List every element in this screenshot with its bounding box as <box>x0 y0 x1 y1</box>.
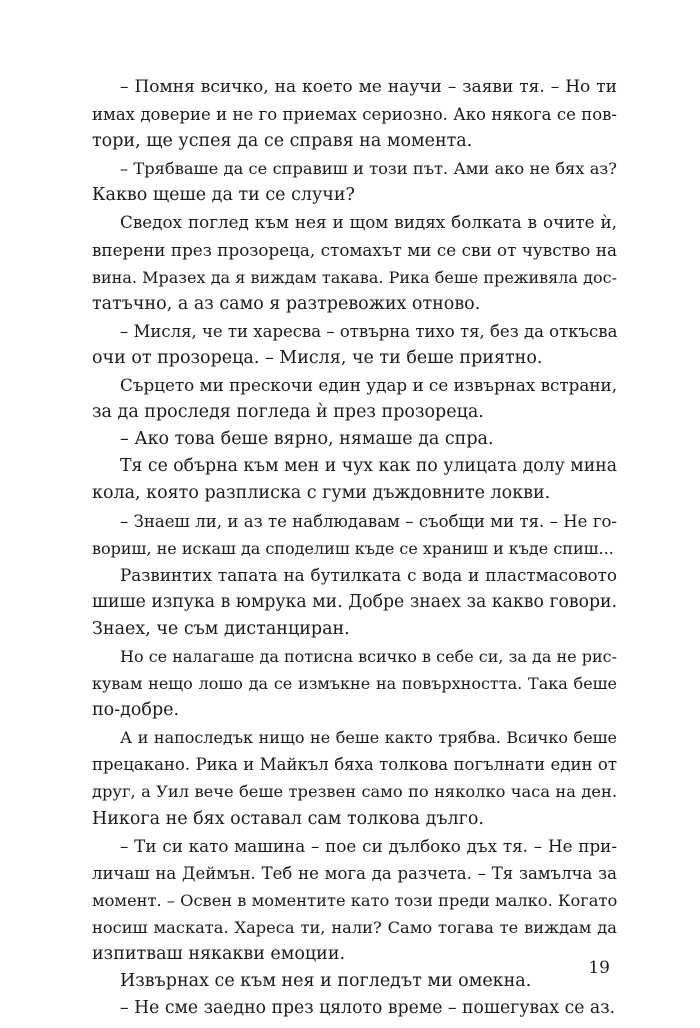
text-line: изпитваш някакви емоции. <box>92 944 346 964</box>
text-line: – Помня всичко, на което ме научи – заяви тя. – Но ти <box>120 77 617 97</box>
text-line: – Ако това беше вярно, нямаше да спра. <box>120 429 494 450</box>
text-line: тори, ще успея да се справя на момента. <box>92 131 473 152</box>
text-line: – Не сме заедно през цялото време – пошегувах се аз. <box>120 998 616 1019</box>
text-line: Знаех, че съм дистанциран. <box>92 618 350 639</box>
text-line: за да проследя погледа ѝ през прозореца. <box>92 402 484 423</box>
text-line: татъчно, а аз само я разтревожих отново. <box>92 293 481 314</box>
text-line: момент. – Освен в моментите като този преди малко. Когато <box>92 890 618 910</box>
text-line: личаш на Деймън. Теб не мога да разчета. – Тя замълча за <box>92 863 617 883</box>
text-line: Сърцето ми прескочи един удар и се извърнах встрани, <box>120 375 618 396</box>
text-line: прецакано. Рика и Майкъл бяха толкова погълнати един от <box>92 755 617 775</box>
text-line: друг, а Уил вече беше трезвен само по няколко часа на ден. <box>92 782 617 802</box>
text-line: вперени през прозореца, стомахът ми се сви от чувство на <box>92 239 617 260</box>
text-line: Развинтих тапата на бутилката с вода и пластмасовото <box>120 564 617 585</box>
text-line: – Ти си като машина – пое си дълбоко дъх тя. – Не при- <box>120 835 617 856</box>
text-line: вина. Мразех да я виждам такава. Рика беше преживяла дос- <box>92 267 617 287</box>
text-line: Какво щеше да ти се случи? <box>92 185 355 206</box>
body-text <box>92 74 617 1022</box>
text-line: Тя се обърна към мен и чух как по улицата долу мина <box>120 456 617 477</box>
text-line: – Знаеш ли, и аз те наблюдавам – съобщи ми тя. – Не го- <box>120 511 617 531</box>
text-line: носиш маската. Хареса ти, нали? Само тогава те виждам да <box>92 917 617 937</box>
text-line: очи от прозореца. – Мисля, че ти беше приятно. <box>92 347 543 368</box>
text-line: – Мисля, че ти харесва – отвърна тихо тя, без да откъсва <box>120 321 618 341</box>
text-line: по-добре. <box>92 700 180 721</box>
text-line: Но се налагаше да потисна всичко в себе си, за да не рис- <box>120 646 617 666</box>
text-line: – Трябваше да се справиш и този път. Ами ако не бях аз? <box>120 159 617 179</box>
page-number: 19 <box>588 958 610 978</box>
text-line: А и напоследък нищо не беше както трябва. Всичко беше <box>120 728 617 748</box>
text-line: Сведох поглед към нея и щом видях болката в очите ѝ, <box>120 212 617 233</box>
text-line: Извърнах се към нея и погледът ми омекна. <box>120 971 532 992</box>
text-line: кувам нещо лошо да се измъкне на повърхността. Така беше <box>92 674 617 694</box>
text-line: кола, която разплиска с гуми дъждовните локви. <box>92 483 551 504</box>
text-line: имах доверие и не го приемах сериозно. Ако някога се пов- <box>92 105 617 125</box>
text-line: Никога не бях оставал сам толкова дълго. <box>92 808 484 829</box>
text-line: вориш, не искаш да споделиш къде се храниш и къде спиш... <box>92 538 614 558</box>
text-line: шише изпука в юмрука ми. Добре знаех за какво говори. <box>92 591 617 612</box>
